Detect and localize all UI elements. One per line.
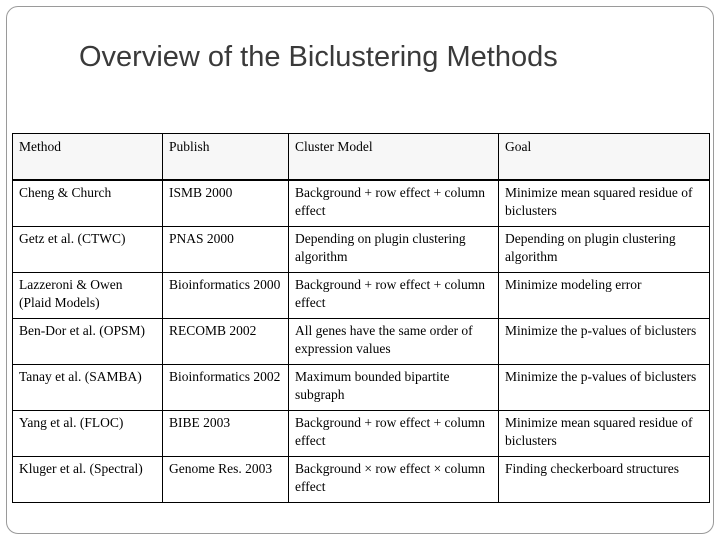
- table-row: [13, 318, 710, 364]
- cell-publish: Genome Res. 2003: [163, 456, 289, 502]
- cell-goal: Minimize mean squared residue of biclusters: [499, 410, 710, 456]
- cell-cluster-model: Background + row effect + column effect: [289, 272, 499, 318]
- cell-publish: ISMB 2000: [163, 180, 289, 226]
- cell-method: Tanay et al. (SAMBA): [13, 364, 163, 410]
- cell-method: Yang et al. (FLOC): [13, 410, 163, 456]
- methods-table: [12, 133, 710, 503]
- cell-cluster-model: All genes have the same order of expression values: [289, 318, 499, 364]
- cell-method: Ben-Dor et al. (OPSM): [13, 318, 163, 364]
- cell-cluster-model: Background × row effect × column effect: [289, 456, 499, 502]
- cell-goal: Minimize mean squared residue of biclusters: [499, 180, 710, 226]
- cell-cluster-model: Depending on plugin clustering algorithm: [289, 226, 499, 272]
- table-row: [13, 364, 710, 410]
- header-goal: Goal: [499, 134, 710, 181]
- cell-publish: PNAS 2000: [163, 226, 289, 272]
- cell-goal: Finding checkerboard structures: [499, 456, 710, 502]
- cell-publish: BIBE 2003: [163, 410, 289, 456]
- header-cluster-model: Cluster Model: [289, 134, 499, 181]
- table-row: [13, 272, 710, 318]
- cell-goal: Minimize the p-values of biclusters: [499, 318, 710, 364]
- slide-title: Overview of the Biclustering Methods: [79, 41, 558, 73]
- header-method: Method: [13, 134, 163, 181]
- cell-cluster-model: Background + row effect + column effect: [289, 180, 499, 226]
- cell-publish: RECOMB 2002: [163, 318, 289, 364]
- table-row: [13, 226, 710, 272]
- table-row: [13, 180, 710, 226]
- header-publish: Publish: [163, 134, 289, 181]
- cell-goal: Minimize modeling error: [499, 272, 710, 318]
- cell-cluster-model: Maximum bounded bipartite subgraph: [289, 364, 499, 410]
- cell-goal: Minimize the p-values of biclusters: [499, 364, 710, 410]
- cell-publish: Bioinformatics 2002: [163, 364, 289, 410]
- cell-method: Getz et al. (CTWC): [13, 226, 163, 272]
- cell-method: Kluger et al. (Spectral): [13, 456, 163, 502]
- table-row: [13, 456, 710, 502]
- cell-method: Cheng & Church: [13, 180, 163, 226]
- table-row: [13, 410, 710, 456]
- cell-cluster-model: Background + row effect + column effect: [289, 410, 499, 456]
- cell-goal: Depending on plugin clustering algorithm: [499, 226, 710, 272]
- cell-method: Lazzeroni & Owen (Plaid Models): [13, 272, 163, 318]
- table-header-row: [13, 134, 710, 181]
- cell-publish: Bioinformatics 2000: [163, 272, 289, 318]
